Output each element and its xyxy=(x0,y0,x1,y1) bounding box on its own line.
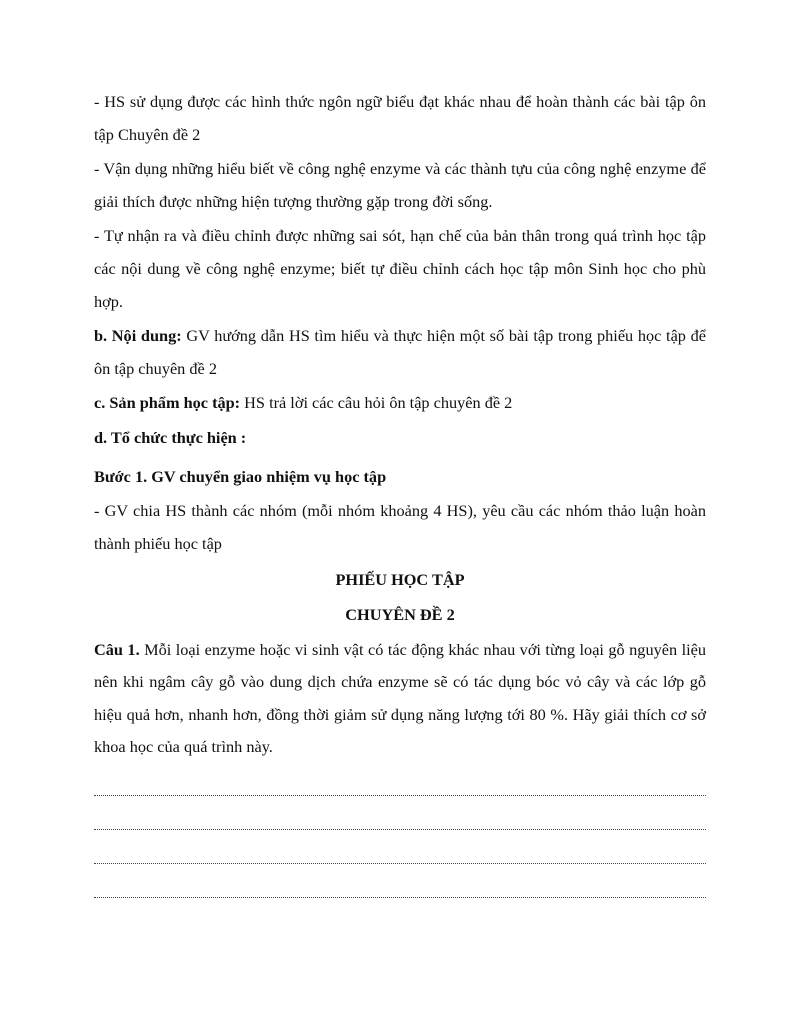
product-section xyxy=(94,387,706,420)
answer-line-3 xyxy=(94,838,706,872)
answer-line-2 xyxy=(94,804,706,838)
question-1-label: Câu 1. xyxy=(94,639,140,659)
question-1 xyxy=(94,634,706,764)
document-page xyxy=(94,86,706,906)
organization-heading: d. Tổ chức thực hiện : xyxy=(94,427,247,447)
answer-line-4 xyxy=(94,872,706,906)
content-section xyxy=(94,320,706,385)
worksheet-title: PHIẾU HỌC TẬP xyxy=(335,570,465,590)
product-label: c. Sản phẩm học tập: xyxy=(94,393,241,413)
step-1-heading: Bước 1. GV chuyển giao nhiệm vụ học tập xyxy=(94,466,387,486)
content-text: GV hướng dẫn HS tìm hiểu và thực hiện một số bài tập trong phiếu học tập để ôn tập chuyên đề 2 xyxy=(94,326,706,378)
answer-area xyxy=(94,770,706,906)
worksheet-subtitle: CHUYÊN ĐỀ 2 xyxy=(345,604,455,624)
question-1-text: Mỗi loại enzyme hoặc vi sinh vật có tác động khác nhau với từng loại gỗ nguyên liệu nên khi ngâm cây gỗ vào dung dịch chứa enzyme sẽ có tác dụng bóc vỏ cây và các lớp gỗ hiệu quả hơn, nhanh hơn, đồng thời giảm sử dụng năng lượng tới 80 %. Hãy giải thích cơ sở khoa học của quá trình này. xyxy=(94,639,706,757)
answer-line-1 xyxy=(94,770,706,804)
objective-self-adjust-paragraph: - Tự nhận ra và điều chỉnh được những sai sót, hạn chế của bản thân trong quá trình học tập các nội dung về công nghệ enzyme; biết tự điều chỉnh cách học tập môn Sinh học cho phù hợp. xyxy=(94,226,706,311)
objective-language-paragraph: - HS sử dụng được các hình thức ngôn ngữ biểu đạt khác nhau để hoàn thành các bài tập ôn tập Chuyên đề 2 xyxy=(94,92,706,144)
product-text: HS trả lời các câu hỏi ôn tập chuyên đề 2 xyxy=(240,393,513,413)
content-label: b. Nội dung: xyxy=(94,326,182,346)
group-assignment-paragraph: - GV chia HS thành các nhóm (mỗi nhóm khoảng 4 HS), yêu cầu các nhóm thảo luận hoàn thành phiếu học tập xyxy=(94,501,706,553)
objective-apply-paragraph: - Vận dụng những hiểu biết về công nghệ enzyme và các thành tựu của công nghệ enzyme để giải thích được những hiện tượng thường gặp trong đời sống. xyxy=(94,159,706,211)
